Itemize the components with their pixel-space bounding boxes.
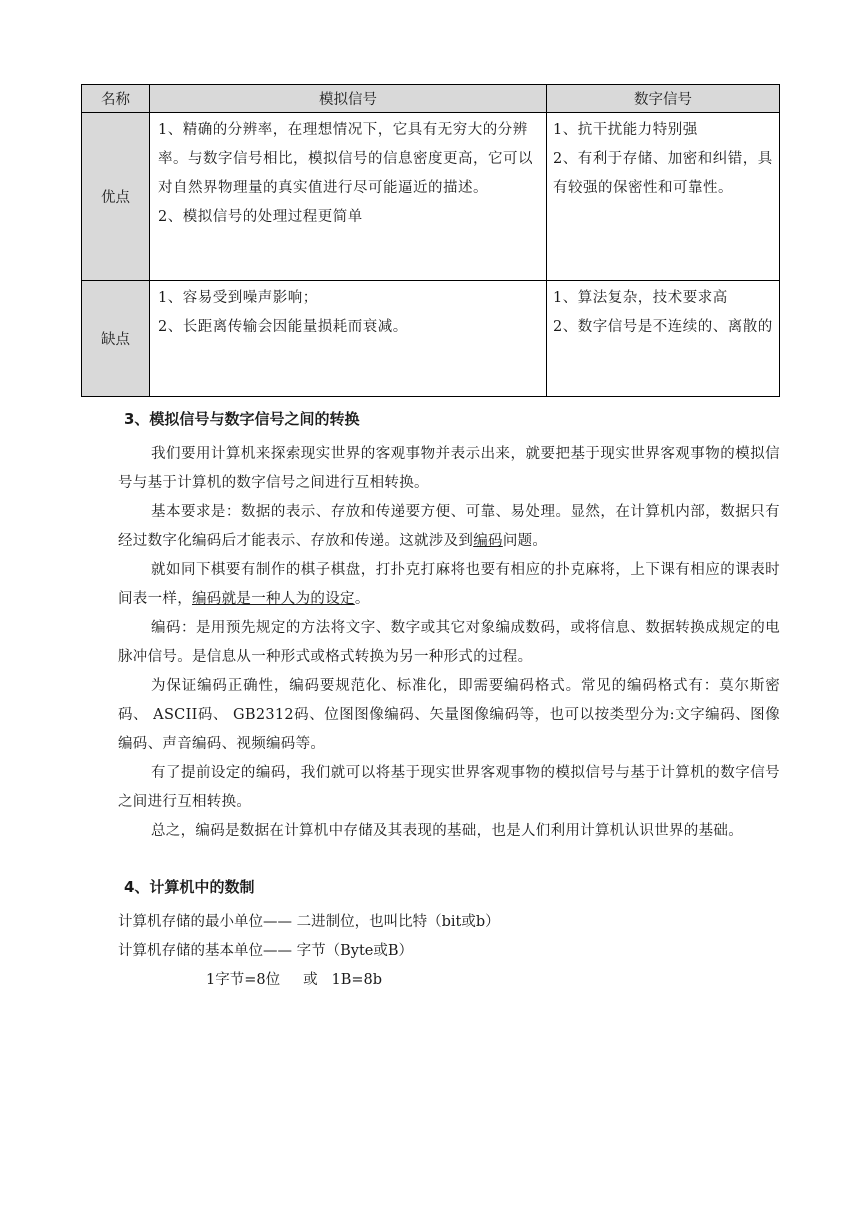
advantages-analog-2: 2、模拟信号的处理过程更简单 [158,209,363,225]
paragraph-4: 编码：是用预先规定的方法将文字、数字或其它对象编成数码，或将信息、数据转换成规定的电脉冲信号。是信息从一种形式或格式转换为另一种形式的过程。 [118,620,780,665]
disadvantages-analog-cell [150,281,547,397]
advantages-analog-1: 1、精确的分辨率，在理想情况下，它具有无穷大的分辨率。与数字信号相比，模拟信号的信息密度更高，它可以对自然界物理量的真实值进行尽可能逼近的描述。 [158,122,533,196]
row-label-disadvantages: 缺点 [82,281,150,397]
paragraph-2-underlined: 编码 [473,533,503,549]
unit-line-2: 计算机存储的基本单位—— 字节（Byte或B） [118,943,414,959]
table-header-row [82,85,780,113]
paragraph-6: 有了提前设定的编码，我们就可以将基于现实世界客观事物的模拟信号与基于计算机的数字信号之间进行互相转换。 [118,765,780,810]
header-digital: 数字信号 [547,85,780,113]
table-row-advantages [82,113,780,281]
advantages-analog-cell [150,113,547,281]
comparison-table [81,84,780,397]
disadvantages-digital-cell [547,281,780,397]
paragraph-3 [118,556,780,614]
section4-heading: 4、计算机中的数制 [124,878,255,896]
paragraph-3-underlined: 编码就是一种人为的设定 [192,591,355,607]
paragraph-2-end: 问题。 [502,533,548,549]
header-analog: 模拟信号 [150,85,547,113]
section3-body [118,440,780,846]
paragraph-1: 我们要用计算机来探索现实世界的客观事物并表示出来，就要把基于现实世界客观事物的模拟信号与基于计算机的数字信号之间进行互相转换。 [118,446,780,491]
paragraph-2-text: 基本要求是：数据的表示、存放和传递要方便、可靠、易处理。显然，在计算机内部，数据只有经过数字化编码后才能表示、存放和传递。这就涉及到 [118,504,780,549]
disadvantages-analog-1: 1、容易受到噪声影响； [158,290,318,306]
advantages-digital-2: 2、有利于存储、加密和纠错，具有较强的保密性和可靠性。 [553,151,773,196]
row-label-advantages: 优点 [82,113,150,281]
unit-line-1: 计算机存储的最小单位—— 二进制位，也叫比特（bit或b） [118,914,500,930]
disadvantages-digital-2: 2、数字信号是不连续的、离散的 [553,319,773,335]
advantages-digital-1: 1、抗干扰能力特别强 [553,122,698,138]
advantages-digital-cell [547,113,780,281]
paragraph-2 [118,498,780,556]
unit-line-3: 1字节=8位 或 1B=8b [206,972,383,988]
table-row-disadvantages [82,281,780,397]
paragraph-7: 总之，编码是数据在计算机中存储及其表现的基础，也是人们利用计算机认识世界的基础。 [151,823,743,839]
disadvantages-digital-1: 1、算法复杂，技术要求高 [553,290,728,306]
disadvantages-analog-2: 2、长距离传输会因能量损耗而衰减。 [158,319,408,335]
paragraph-3-end: 。 [354,591,370,607]
paragraph-3-text: 就如同下棋要有制作的棋子棋盘，打扑克打麻将也要有相应的扑克麻将，上下课有相应的课表时间表一样， [118,562,780,607]
header-name: 名称 [82,85,150,113]
paragraph-5: 为保证编码正确性，编码要规范化、标准化，即需要编码格式。常见的编码格式有：莫尔斯密码、 ASCII码、 GB2312码、位图图像编码、矢量图像编码等，也可以按类型分为:文字编码、图像编码、声音编码、视频编码等。 [118,678,780,752]
section3-heading: 3、模拟信号与数字信号之间的转换 [124,410,360,428]
